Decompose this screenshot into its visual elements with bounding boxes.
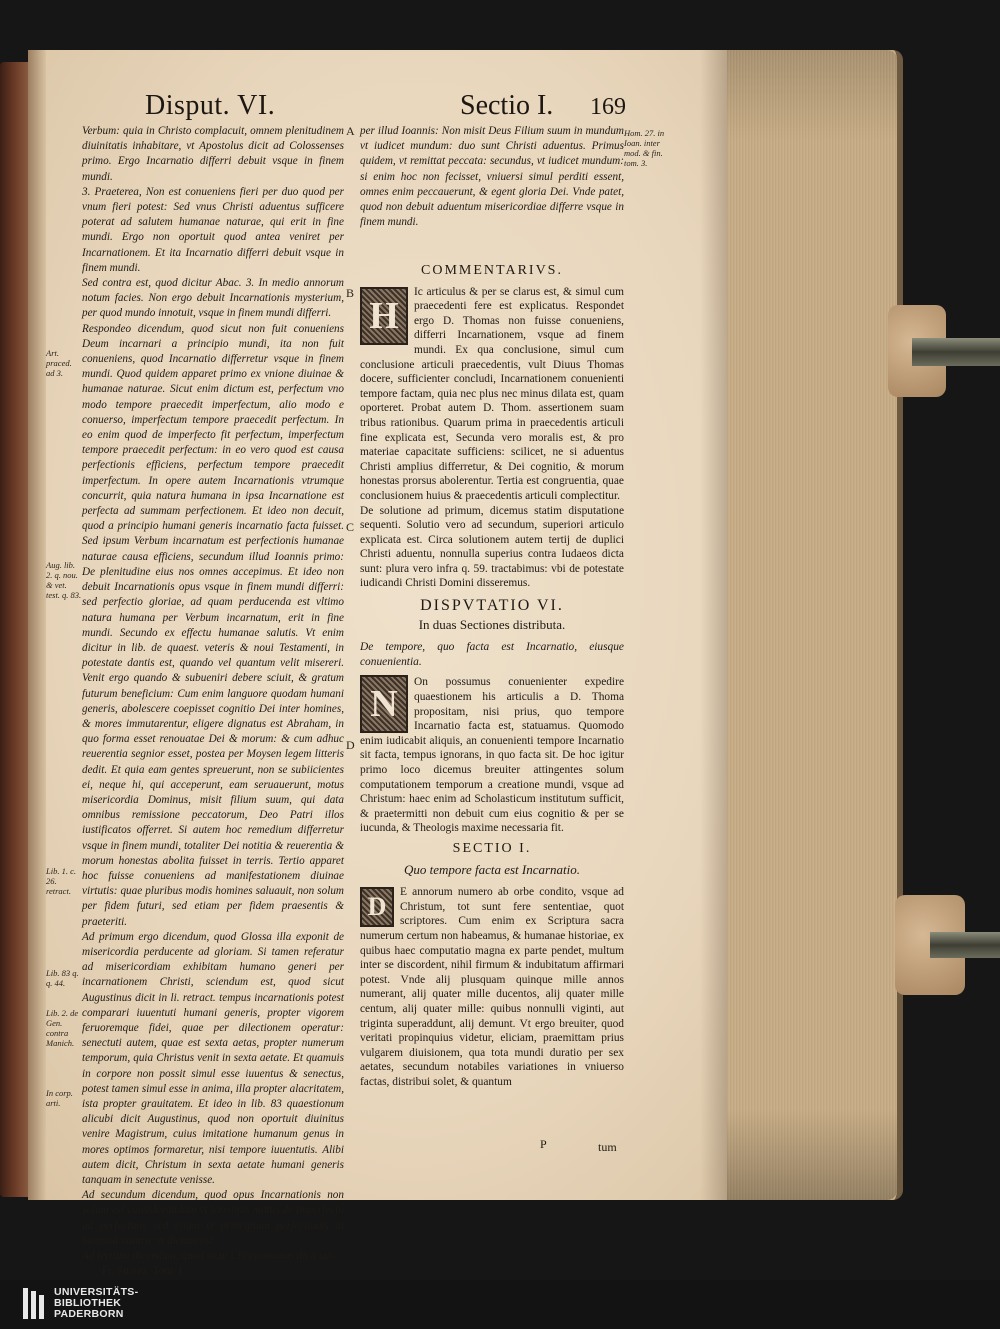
- paragraph: On possumus conuenienter expedire quaestionem his articulis a D. Thoma propositam, nisi prius, quo tempore Incarnatio facta est, statuamus. Quomodo enim iudicabit aliquis, an conuenienti tempore Incarnatio sit facta, tempus ignorans, in quo facta sit. De hoc igitur primo loco dicemus breuiter attingentes solum computationem temporum a creatione mundi, vsque ad Christum: haec enim ad Scholasticum institutum sufficit, & praetermitti non debuit cum eius cognitio & per se iucunda, & Theologis maxime necessaria fit.: [360, 676, 624, 835]
- margin-note: Aug. lib. 2. q. nou. & vet. test. q. 83.: [46, 560, 82, 600]
- commentarius-title: COMMENTARIVS.: [421, 263, 563, 278]
- sectio-title: SECTIO I.: [452, 840, 532, 856]
- clasp-bar-bottom: [930, 932, 1000, 958]
- decorated-initial: D: [360, 887, 394, 927]
- sectio-subtitle: Quo tempore facta est Incarnatio.: [403, 861, 581, 877]
- paragraph: Verbum: quia in Christo complacuit, omnem plenitudinem diuinitatis inhabitare, vt Apostolus dicit ad Colossenses primo. Ergo Incarnatio differri debuit vsque in finem mundi.: [82, 125, 344, 183]
- side-letter: A: [346, 124, 355, 138]
- page-block-shadow: [727, 50, 897, 1200]
- paragraph: 3. Praeterea, Non est conueniens fieri per duo quod per vnum fieri potest: Sed vnus Christi aduentus sufficere poterat ad salutem humanae naturae, qui erit in fine mundi. Ergo non oportuit quod antea veniret per Incarnationem. Et ita Incarnatio differri debuit vsque in finem mundi.: [82, 185, 344, 274]
- decorated-initial: H: [360, 287, 408, 345]
- paragraph: Ad tertium dicendum, quod sicut Chrysostomus dicit su-: [82, 1250, 334, 1263]
- paragraph: Ic articulus & per se clarus est, & simul cum praecedenti fere est explicatus. Respondet ergo D. Thomas non fuisse conueniens, differri Incarnationem, vsque ad finem mundi. Ex qua conclusione, simul cum conclusione articuli praecedentis, vult Diuus Thomas docere, sufficienter concludi, Incarnationem conuenienti tempore factam, quia nec plus nec minus dilata est, quam oporteret. Probat autem D. Thom. assertionem suam tribus rationibus. Quarum prima in praecedentis articuli fine explicata est, Secunda vero moralis est, & pro materiae capacitate sufficiens: scilicet, ne si aduentus Christi amplius differretur, & Dei cognitio, & morum honestas prorsus abolerentur. Tertia est congruentia, quae conclusionem huius & praecedentis articuli complectitur.: [360, 285, 624, 502]
- paragraph: Ad primum ergo dicendum, quod Glossa illa exponit de misericordia perducente ad gloriam. Si tamen referatur ad misericordiam exhibitam humano generi per incarnationem Christi, sciendum est, quod sicut Augustinus dicit in li. retract. tempus incarnationis potest comparari iuuentuti humani generis, propter vigorem feruoremque fidei, quae per dilectionem operatur: senectuti autem, quae est sexta aetas, propter numerum temporum, quia Christus venit in sexta aetate. Et quamuis in corpore non possit simul esse iuuentus & senectus, potest tamen simul esse in anima, illa propter alacritatem, ista propter grauitatem. Et ideo in lib. 83 quaestionum alicubi dicit Augustinus, quod non oportuit diuinitus venire Magistrum, cuius imitatione humanum genus in mores optimos formaretur, nisi tempore iuuentutis. Alibi autem dicit, Christum in sexta aetate humani generis tanquam in senectute venisse.: [82, 930, 344, 1187]
- paragraph: E annorum numero ab orbe condito, vsque ad Christum, tot sunt fere sententiae, quot scriptores. Cum enim ex Scriptura sacra numerum certum non habeamus, & humanae historiae, ex quibus haec computatio magna ex parte pendet, multum inter se discordent, nihil firmum & indubitatum affirmari potest. Vnde alij plusquam quinque mille annos numerant, alij quater mille ducentos, alij quater mille centum, alij quater mille: quibus nonnulli viginti, aut triginta superaddunt, alij demunt. Vt ergo breuiter, quod veritati propinquius videtur, eliciam, praemittam prius vulgarem diuisionem, qua tota mundi duratio per sex aetates, secundum notabiles variationes in vniuerso factas, distribui solet, & quantum: [360, 886, 624, 1088]
- library-line: UNIVERSITÄTS-: [54, 1286, 139, 1298]
- paragraph: Ad secundum dicendum, quod opus Incarnationis non solum est considerandum vt terminus motus de imperfecto ad perfectum, sed etiam vt principium perfectionis in humana natura, vt dictum est.: [82, 1189, 344, 1247]
- side-letter: D: [346, 738, 355, 752]
- margin-note: Lib. 83 q. q. 44.: [46, 968, 79, 988]
- paragraph: Respondeo dicendum, quod sicut non fuit conueniens Deum incarnari a principio mundi, ita non fuit conueniens, quod Incarnatio differretur vsque in finem mundi. Quod quidem apparet primo ex vnione diuinae & humanae naturae. Sicut enim dictum est, perfectum vno modo tempore praecedit imperfectum, alio modo e conuerso, imperfectum tempore praecedit perfectum. In eo enim quod de imperfecto fit perfectum, imperfectum tempore praecedit perfectum: in eo vero quod est causa perfectionis efficiens, perfectum tempore praecedit imperfectum. In opere autem Incarnationis vtrumque concurrit, quia natura humana in ipsa Incarnatione est perfecta ad summam perfectionem. Et ideo non decuit, quod a principio humani generis incarnatio facta fuisset. Sed ipsum Verbum incarnatum est perfectionis humanae naturae causa efficiens, secundum illud Ioannis primo: De plenitudine eius nos omnes accepimus. Et ideo non debuit Incarnationis opus vsque in finem mundi differri: sed perfectio gloriae, ad quam perducenda est vltimo natura humana per Verbum incarnatum, erit in fine mundi. Secundo ex effectu humanae salutis. Vt enim dicitur in lib. de quaest. veteris & noui Testamenti, in potestate dantis est, quando vel quantum velit misereri. Venit ergo quando & subueniri debere sciuit, & gratum futurum beneficium: Cum enim languore quodam humani generis, abolescere coepisset cognitio Dei inter homines, & mores immutarentur, eligere dignatus est Abraham, in quo forma esset renouatae Dei & morum: & cum adhuc reuerentia segnior esset, postea per Moysen legem litteris dedit. Et quia eam gentes spreuerunt, non se subiicientes ei, neque hi, qui acceperunt, eam seruauerunt, motus misericordia Dominus, misit filium suum, qui data omnibus remissione peccatorum, Deo Patri illos iustificatos offerret. Si autem hoc remedium differretur vsque in finem mundi, totaliter Dei notitia & reuerentia & morum honestas abolita fuisset in terris. Tertio apparet hoc fuisse conueniens ad manifestationem diuinae virtutis: quae pluribus modis homines saluauit, non solum per fidem futuri, sed etiam per fidem praesentis & praeteriti.: [82, 322, 344, 928]
- paragraph: De solutione ad primum, dicemus statim disputatione sequenti. Solutio vero ad secundum, superiori articulo explicata est. Circa solutionem autem tertij de duplici Christi aduentu, nonnulla superius contra Iudaeos dicta sunt: plura vero infra q. 59. tractabimus: vbi de potestate iudicandi Christi Domini disseremus.: [360, 504, 624, 590]
- left-column: [82, 124, 344, 1279]
- margin-note: In corp. arti.: [46, 1088, 73, 1108]
- signature-mark: P: [540, 1137, 547, 1151]
- running-head-right: Sectio I.: [460, 90, 554, 121]
- right-column: [360, 258, 624, 1089]
- library-line: PADERBORN: [54, 1308, 124, 1320]
- library-logo-icon: [22, 1287, 46, 1320]
- decorated-initial: N: [360, 675, 408, 733]
- margin-note: Lib. 1. c. 26. retract.: [46, 866, 76, 896]
- library-line: BIBLIOTHEK: [54, 1297, 122, 1309]
- side-letter: C: [346, 520, 355, 534]
- running-head-left: Disput. VI.: [145, 90, 276, 121]
- disputatio-subtitle: In duas Sectiones distributa.: [418, 616, 566, 632]
- margin-note: Lib. 2. de Gen. contra Manich.: [46, 1008, 79, 1048]
- paragraph: per illud Ioannis: Non misit Deus Filium suum in mundum vt iudicet mundum: duo sunt Christi aduentus. Primus quidem, vt remittat peccata: secundus, vt iudicet mundum: si enim hoc non fecisset, vniuersi simul perditi essent, omnes enim peccauerunt, & egent gloria Dei. Vnde patet, quod non debuit aduentum misericordiae differre vsque in finem mundi.: [360, 125, 624, 229]
- footer-note: Fr. Suarez, Tom. I.: [102, 1265, 186, 1278]
- catchword: tum: [598, 1140, 617, 1154]
- page-gutter: [28, 50, 46, 1200]
- library-footer: [0, 1280, 1000, 1329]
- margin-note: Hom. 27. in Ioan. inter mod. & fin. tom. 3.: [624, 128, 665, 168]
- disputatio-title: DISPVTATIO VI.: [420, 597, 564, 615]
- library-name: [54, 1287, 138, 1320]
- right-column-top: [360, 124, 624, 230]
- margin-note: Art. praced. ad 3.: [46, 348, 72, 378]
- clasp-bar-top: [912, 338, 1000, 366]
- paragraph: Sed contra est, quod dicitur Abac. 3. In medio annorum notum facies. Non ergo debuit Incarnationis mysterium, per quod mundo innotuit, vsque in finem mundi differri.: [82, 277, 344, 320]
- page-number: 169: [590, 94, 626, 120]
- disputatio-topic: De tempore, quo facta est Incarnatio, eiusque conuenientia.: [360, 641, 624, 668]
- side-letter: B: [346, 286, 355, 300]
